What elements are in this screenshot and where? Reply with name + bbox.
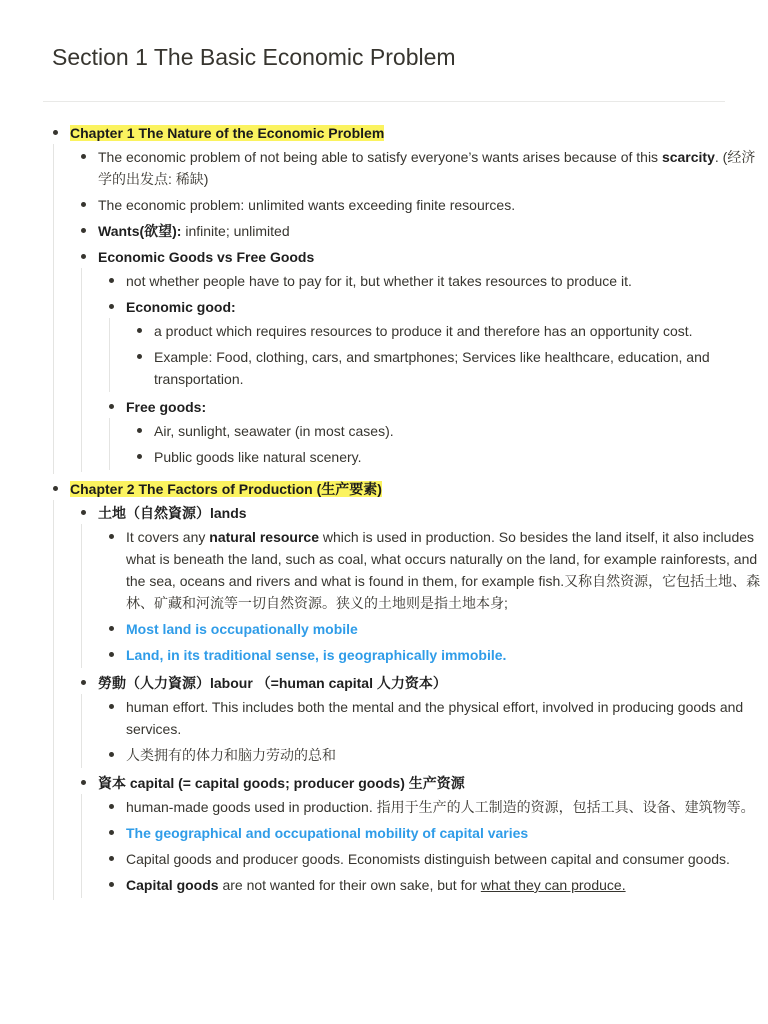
chapter-2-sublist — [53, 500, 768, 900]
labour-heading: 勞動（人力資源）labour （=human capital 人力资本） — [98, 675, 447, 691]
list-item — [126, 794, 768, 820]
land-text-rest: which is used in production. So besides the land itself, it also includes what is beneath the land, such as coal, what occurs naturally on the land, for example rainforests, and the sea, oceans and rivers and what is found in them, for example fish.又称自然资源，它包括土地、森林、矿藏和河流等一切自然资源。狭义的土地则是指土地本身; — [126, 529, 761, 611]
list-item — [98, 192, 768, 218]
economic-good-sublist — [109, 318, 768, 392]
chapter-list — [0, 120, 768, 902]
economic-good-definition: a product which requires resources to produce it and therefore has an opportunity cost. — [154, 323, 693, 339]
list-item — [126, 394, 768, 472]
list-item — [126, 742, 768, 768]
notes-body — [0, 120, 768, 902]
list-item — [126, 294, 768, 394]
free-good-example-1: Air, sunlight, seawater (in most cases). — [154, 423, 394, 439]
capital-vs-consumer-text: Capital goods and producer goods. Economists distinguish between capital and consumer goods. — [126, 851, 730, 867]
list-item — [98, 770, 768, 900]
title-divider — [43, 101, 725, 102]
chapter-1-sublist — [53, 144, 768, 474]
list-item — [126, 846, 768, 872]
natural-resource-term: natural resource — [209, 529, 319, 545]
economic-good-heading: Economic good: — [126, 299, 236, 315]
capital-heading: 資本 capital (= capital goods; producer goods) 生产资源 — [98, 775, 465, 791]
list-item — [98, 500, 768, 670]
list-item — [98, 218, 768, 244]
list-item — [126, 524, 768, 616]
capital-goods-underline: what they can produce. — [480, 877, 626, 893]
goods-note: not whether people have to pay for it, but whether it takes resources to produce it. — [126, 273, 632, 289]
capital-mobility-note: The geographical and occupational mobility of capital varies — [126, 825, 529, 841]
free-goods-heading: Free goods: — [126, 399, 207, 415]
capital-goods-term: Capital goods — [126, 877, 219, 893]
list-item — [126, 872, 768, 898]
chapter-2-item — [70, 476, 768, 902]
land-mobility-note-2: Land, in its traditional sense, is geographically immobile. — [126, 647, 507, 663]
list-item — [154, 318, 768, 344]
list-item — [98, 144, 768, 192]
capital-goods-text: are not wanted for their own sake, but for — [218, 877, 481, 893]
capital-sublist — [81, 794, 768, 898]
land-mobility-note-1: Most land is occupationally mobile — [126, 621, 358, 637]
labour-note: 人类拥有的体力和脑力劳动的总和 — [126, 747, 336, 763]
land-heading: 土地（自然資源）lands — [98, 505, 247, 521]
list-item — [126, 268, 768, 294]
goods-heading: Economic Goods vs Free Goods — [98, 249, 315, 265]
chapter-2-heading: Chapter 2 The Factors of Production (生产要素) — [70, 481, 382, 497]
wants-definition: infinite; unlimited — [181, 223, 290, 239]
labour-sublist — [81, 694, 768, 768]
scarcity-text: The economic problem of not being able to satisfy everyone’s wants arises because of this — [98, 149, 662, 165]
list-item — [126, 642, 768, 668]
chapter-1-heading: Chapter 1 The Nature of the Economic Problem — [70, 125, 385, 141]
economic-problem-text: The economic problem: unlimited wants exceeding finite resources. — [98, 197, 516, 213]
scarcity-note: . (经济学的出发点: 稀缺) — [98, 149, 756, 187]
land-text-start: It covers any — [126, 529, 210, 545]
list-item — [126, 694, 768, 742]
page-title: Section 1 The Basic Economic Problem — [52, 44, 456, 70]
list-item — [126, 616, 768, 642]
list-item — [154, 444, 768, 470]
economic-good-example: Example: Food, clothing, cars, and smartphones; Services like healthcare, education, and transportation. — [154, 349, 710, 387]
list-item — [126, 820, 768, 846]
goods-sublist — [81, 268, 768, 472]
free-good-example-2: Public goods like natural scenery. — [154, 449, 362, 465]
capital-definition: human-made goods used in production. 指用于生产的人工制造的资源，包括工具、设备、建筑物等。 — [126, 799, 755, 815]
wants-term: Wants(欲望): — [98, 223, 182, 239]
labour-definition: human effort. This includes both the mental and the physical effort, involved in producing goods and services. — [126, 699, 744, 737]
list-item — [154, 344, 768, 392]
free-goods-sublist — [109, 418, 768, 470]
chapter-1-item — [70, 120, 768, 476]
scarcity-term: scarcity — [661, 149, 715, 165]
land-sublist — [81, 524, 768, 668]
list-item — [154, 418, 768, 444]
list-item — [98, 670, 768, 770]
list-item — [98, 244, 768, 474]
